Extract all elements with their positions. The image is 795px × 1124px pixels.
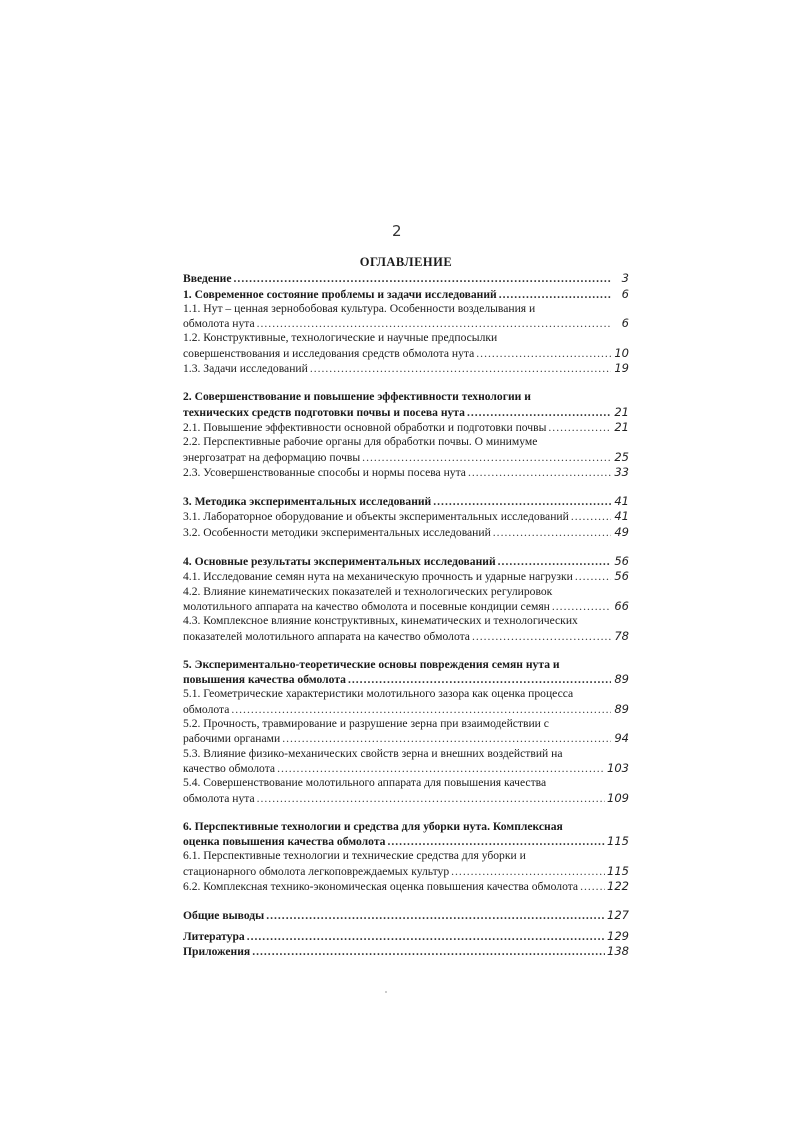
toc-section-6-2[interactable] xyxy=(183,879,629,894)
toc-section-1-3[interactable] xyxy=(183,361,629,376)
entry-page: 56 xyxy=(614,569,629,584)
entry-label-line1: 6.1. Перспективные технологии и технические средства для уборки и xyxy=(183,849,526,863)
dot-leader xyxy=(257,317,611,331)
entry-label-line2: повышения качества обмолота xyxy=(183,673,346,687)
entry-page: 3 xyxy=(621,271,629,286)
entry-label-line2: рабочими органами xyxy=(183,732,281,746)
entry-page: 115 xyxy=(607,863,629,878)
entry-page: 129 xyxy=(607,928,629,943)
entry-page: 10 xyxy=(614,345,629,360)
entry-page: 89 xyxy=(614,701,629,716)
entry-page: 49 xyxy=(614,524,629,539)
entry-label: 2.1. Повышение эффективности основной обработки и подготовки почвы xyxy=(183,420,547,434)
entry-page: 66 xyxy=(614,598,629,613)
dot-leader xyxy=(548,421,611,435)
entry-label-line2: обмолота нута xyxy=(183,317,255,331)
entry-label-line1: 6. Перспективные технологии и средства для уборки нута. Комплексная xyxy=(183,819,563,833)
toc-section-1-1[interactable] xyxy=(183,302,629,332)
entry-page: 56 xyxy=(614,554,629,569)
entry-label-line2: качество обмолота xyxy=(183,761,276,775)
toc-entry-introduction[interactable] xyxy=(183,271,629,286)
dot-leader xyxy=(451,865,605,879)
toc-section-5-1[interactable] xyxy=(183,687,629,717)
toc-section-2-3[interactable] xyxy=(183,465,629,480)
toc-section-2-2[interactable] xyxy=(183,435,629,465)
entry-page: 115 xyxy=(607,834,629,849)
dot-leader xyxy=(552,600,611,614)
toc-section-5-4[interactable] xyxy=(183,776,629,806)
entry-page: 78 xyxy=(614,628,629,643)
dot-leader xyxy=(266,909,605,923)
entry-label: 4. Основные результаты экспериментальных исследований xyxy=(183,555,496,569)
toc-section-6-1[interactable] xyxy=(183,849,629,879)
dot-leader xyxy=(499,288,611,302)
entry-label-line1: 5.1. Геометрические характеристики молотильного зазора как оценка процесса xyxy=(183,687,574,701)
entry-label: 3. Методика экспериментальных исследований xyxy=(183,495,432,509)
entry-label-line1: 1.1. Нут – ценная зернобобовая культура. Особенности возделывания и xyxy=(183,301,536,315)
toc-section-5-2[interactable] xyxy=(183,717,629,747)
entry-page: 25 xyxy=(614,449,629,464)
entry-page: 41 xyxy=(614,509,629,524)
entry-label-line2: технических средств подготовки почвы и посева нута xyxy=(183,405,465,419)
dot-leader xyxy=(468,466,611,480)
entry-label-line1: 5.2. Прочность, травмирование и разрушение зерна при взаимодействии с xyxy=(183,717,549,731)
entry-label-line2: оценка повышения качества обмолота xyxy=(183,835,386,849)
entry-page: 103 xyxy=(607,760,629,775)
dot-leader xyxy=(310,362,611,376)
toc-title: ОГЛАВЛЕНИЕ xyxy=(359,255,453,269)
dot-leader xyxy=(433,495,611,509)
entry-label-line2: стационарного обмолота легкоповреждаемых культур xyxy=(183,864,450,878)
entry-label-line1: 1.2. Конструктивные, технологические и научные предпосылки xyxy=(183,331,498,345)
entry-page: 21 xyxy=(614,404,629,419)
entry-label-line1: 5. Экспериментально-теоретические основы повреждения семян нута и xyxy=(183,657,560,671)
dot-leader xyxy=(571,510,611,524)
dot-leader xyxy=(498,555,611,569)
entry-label-line2: обмолота xyxy=(183,702,230,716)
entry-label-line1: 4.3. Комплексное влияние конструктивных, кинематических и технологических xyxy=(183,614,578,628)
dot-leader xyxy=(252,945,605,959)
entry-label-line1: 5.4. Совершенствование молотильного аппарата для повышения качества xyxy=(183,776,547,790)
entry-label-line2: энергозатрат на деформацию почвы xyxy=(183,450,361,464)
entry-page: 6 xyxy=(621,316,629,331)
dot-leader xyxy=(348,673,611,687)
dot-leader xyxy=(472,630,611,644)
toc-section-3-1[interactable] xyxy=(183,509,629,524)
entry-label: 4.1. Исследование семян нута на механическую прочность и ударные нагрузки xyxy=(183,570,573,584)
toc-chapter-5[interactable] xyxy=(183,658,629,688)
entry-label-line2: обмолота нута xyxy=(183,791,255,805)
entry-page: 21 xyxy=(614,419,629,434)
page-number: 2 xyxy=(392,222,402,240)
dot-leader xyxy=(234,272,611,286)
dot-leader xyxy=(231,703,611,717)
dot-leader xyxy=(476,347,611,361)
dot-leader xyxy=(387,835,605,849)
dot-leader xyxy=(277,762,605,776)
entry-label-line2: совершенствования и исследования средств обмолота нута xyxy=(183,346,475,360)
entry-label-line2: молотильного аппарата на качество обмолота и посевные кондиции семян xyxy=(183,599,550,613)
scan-speck xyxy=(385,991,387,993)
entry-page: 127 xyxy=(607,908,629,923)
entry-page: 41 xyxy=(614,494,629,509)
entry-label: Литература xyxy=(183,929,245,943)
entry-page: 122 xyxy=(607,878,629,893)
entry-page: 89 xyxy=(614,672,629,687)
toc-section-4-3[interactable] xyxy=(183,614,629,644)
entry-label: Введение xyxy=(183,272,232,286)
entry-label: 3.1. Лабораторное оборудование и объекты экспериментальных исследований xyxy=(183,510,569,524)
toc-chapter-4[interactable] xyxy=(183,554,629,569)
toc-chapter-1[interactable] xyxy=(183,287,629,302)
entry-label-line1: 2.2. Перспективные рабочие органы для обработки почвы. О минимуме xyxy=(183,435,538,449)
entry-label: 3.2. Особенности методики экспериментальных исследований xyxy=(183,525,491,539)
entry-label-line1: 4.2. Влияние кинематических показателей и технологических регулировок xyxy=(183,584,553,598)
entry-label: Приложения xyxy=(183,944,251,958)
entry-label: 1.3. Задачи исследований xyxy=(183,362,308,376)
dot-leader xyxy=(575,570,611,584)
entry-label-line1: 5.3. Влияние физико-механических свойств зерна и внешних воздействий на xyxy=(183,746,563,760)
dot-leader xyxy=(247,930,605,944)
toc-section-4-2[interactable] xyxy=(183,585,629,615)
toc-chapter-2[interactable] xyxy=(183,390,629,420)
dot-leader xyxy=(257,792,605,806)
entry-label: 6.2. Комплексная технико-экономическая оценка повышения качества обмолота xyxy=(183,879,579,893)
entry-label-line1: 2. Совершенствование и повышение эффективности технологии и xyxy=(183,390,531,404)
toc-section-5-3[interactable] xyxy=(183,747,629,777)
entry-page: 6 xyxy=(621,286,629,301)
toc-chapter-3[interactable] xyxy=(183,494,629,509)
table-of-contents xyxy=(183,255,629,959)
toc-section-1-2[interactable] xyxy=(183,331,629,361)
dot-leader xyxy=(282,732,611,746)
toc-entry-appendices[interactable] xyxy=(183,944,629,959)
entry-label: 1. Современное состояние проблемы и задачи исследований xyxy=(183,287,497,301)
entry-page: 109 xyxy=(607,790,629,805)
toc-entry-literature[interactable] xyxy=(183,929,629,944)
entry-label: 2.3. Усовершенствованные способы и нормы посева нута xyxy=(183,465,466,479)
entry-page: 33 xyxy=(614,464,629,479)
entry-page: 94 xyxy=(614,731,629,746)
entry-page: 138 xyxy=(607,943,629,958)
toc-section-2-1[interactable] xyxy=(183,420,629,435)
dot-leader xyxy=(493,526,611,540)
toc-entry-conclusions[interactable] xyxy=(183,908,629,923)
dot-leader xyxy=(362,451,611,465)
toc-chapter-6[interactable] xyxy=(183,820,629,850)
toc-section-3-2[interactable] xyxy=(183,525,629,540)
dot-leader xyxy=(580,880,605,894)
toc-section-4-1[interactable] xyxy=(183,569,629,584)
dot-leader xyxy=(467,406,611,420)
entry-label-line2: показателей молотильного аппарата на качество обмолота xyxy=(183,629,470,643)
entry-label: Общие выводы xyxy=(183,909,265,923)
entry-page: 19 xyxy=(614,361,629,376)
